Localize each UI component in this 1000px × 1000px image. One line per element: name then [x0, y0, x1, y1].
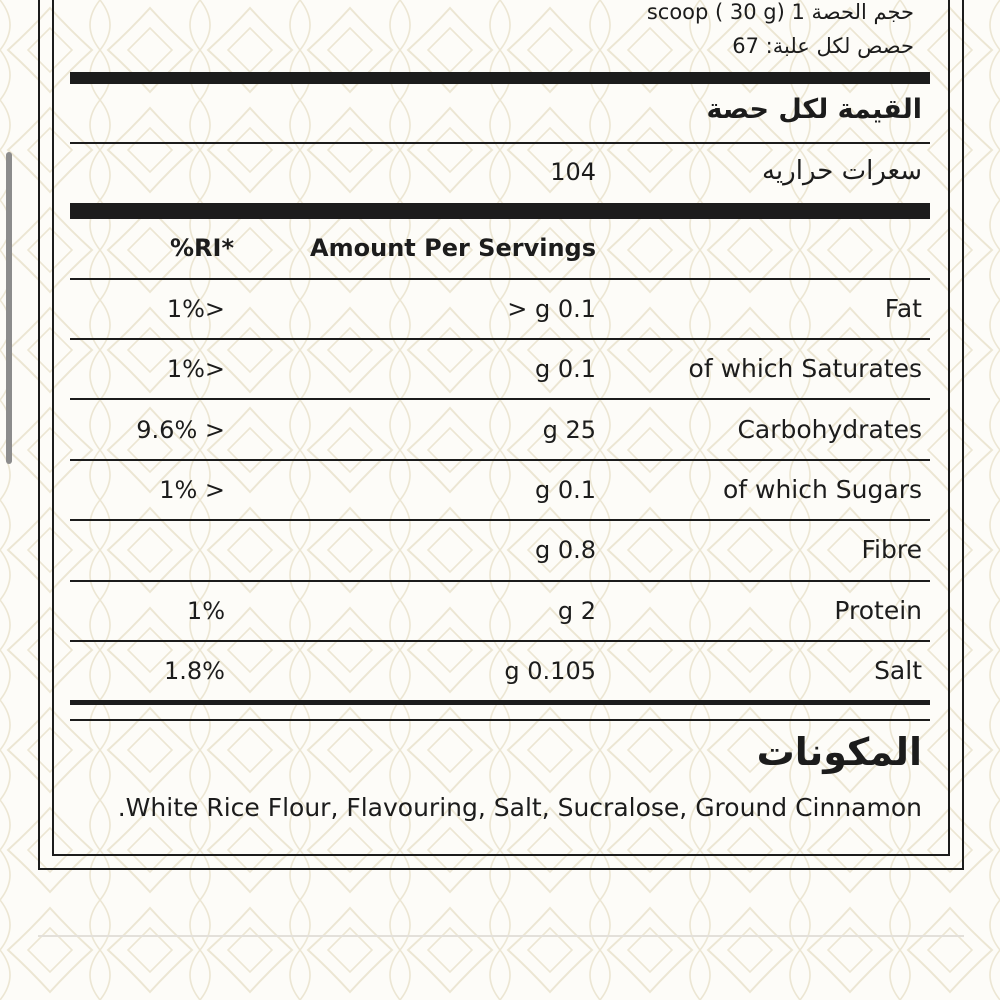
nutrient-ri: 1%>: [166, 355, 225, 383]
nutrient-name: Salt: [874, 656, 922, 685]
divider: [70, 398, 930, 400]
nutrient-name: Carbohydrates: [737, 415, 922, 444]
nutrient-amount: g 0.1: [534, 355, 596, 383]
calories-label: سعرات حراريه: [761, 156, 922, 186]
nutrient-ri: 1%>: [166, 295, 225, 323]
thick-divider: [70, 203, 930, 219]
thick-divider: [70, 700, 930, 705]
bottom-divider: [38, 935, 964, 937]
nutrient-amount: g 2: [557, 597, 596, 625]
divider: [70, 278, 930, 280]
servings-per-container: حصص لكل علبة: 67: [732, 34, 914, 58]
nutrient-amount: g 25: [542, 416, 596, 444]
nutrient-ri: 1.8%: [164, 657, 225, 685]
nutrient-amount: g 0.105: [504, 657, 596, 685]
divider: [70, 519, 930, 521]
nutrient-name: Protein: [834, 596, 922, 625]
nutrient-name: of which Sugars: [722, 475, 922, 504]
nutrient-ri: 1%: [186, 597, 225, 625]
divider: [70, 142, 930, 144]
nutrient-ri: 9.6% >: [136, 416, 225, 444]
column-header-ri: %RI*: [170, 234, 235, 262]
nutrient-ri: 1% >: [159, 476, 225, 504]
nutrient-name: Fat: [884, 294, 922, 323]
per-serving-heading: القيمة لكل حصة: [706, 94, 922, 125]
nutrient-amount: g 0.8: [534, 536, 596, 564]
serving-size: حجم الحصة 1 scoop ( 30 g): [646, 0, 914, 24]
divider: [70, 338, 930, 340]
divider: [70, 719, 930, 721]
nutrient-amount: g 0.1: [534, 476, 596, 504]
column-header-amount: Amount Per Servings: [310, 234, 596, 262]
divider: [70, 580, 930, 582]
divider: [70, 640, 930, 642]
nutrient-amount: > g 0.1: [507, 295, 596, 323]
thick-divider: [70, 72, 930, 84]
scrollbar[interactable]: [6, 152, 12, 464]
ingredients-text: .White Rice Flour, Flavouring, Salt, Sucralose, Ground Cinnamon: [117, 793, 922, 822]
nutrient-name: of which Saturates: [688, 354, 922, 383]
ingredients-title: المكونات: [756, 730, 922, 774]
nutrient-name: Fibre: [861, 535, 922, 564]
calories-value: 104: [550, 158, 596, 186]
divider: [70, 459, 930, 461]
